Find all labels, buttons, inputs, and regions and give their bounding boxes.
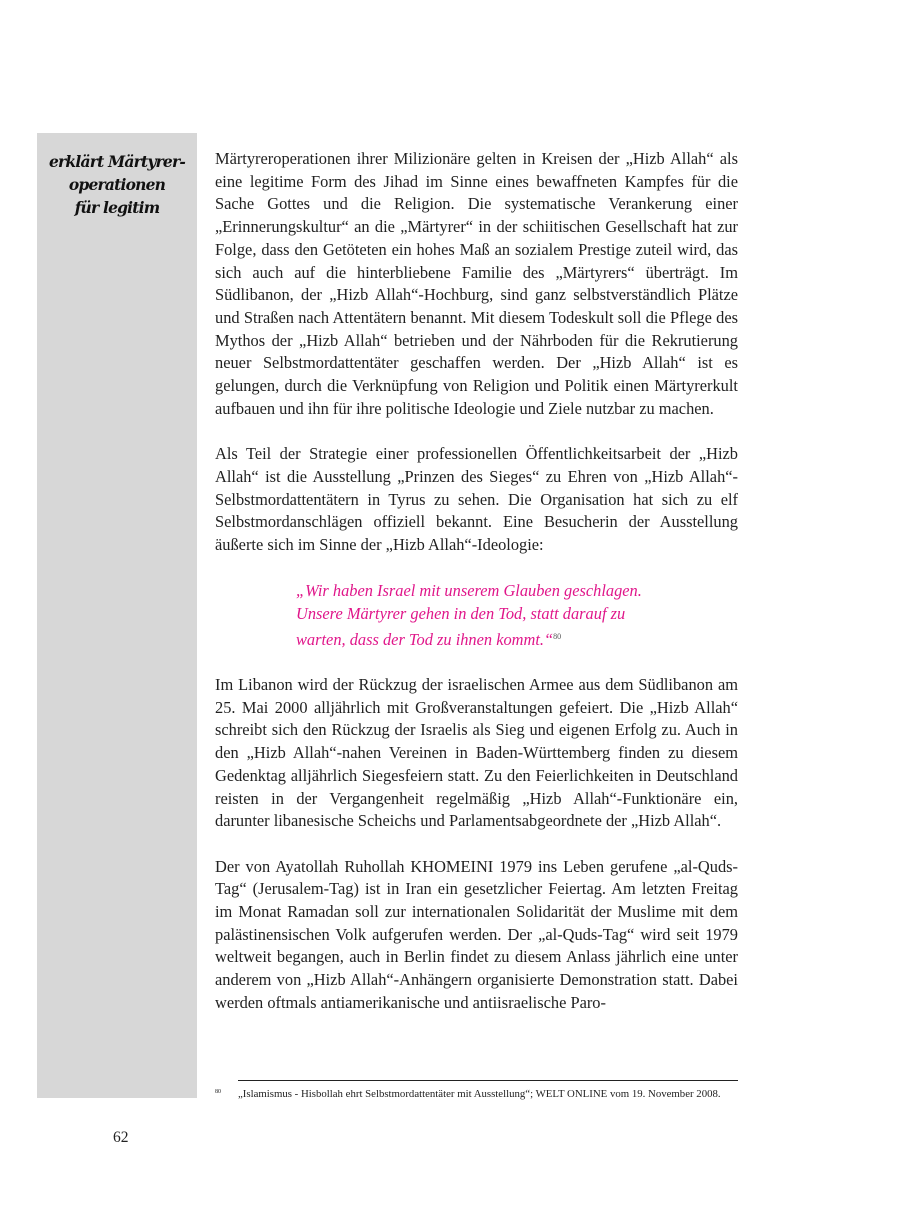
paragraph: Im Libanon wird der Rückzug der israelischen Armee aus dem Südlibanon am 25. Mai 2000 alljährlich mit Großveranstaltungen gefeiert. Die „Hizb Allah“ schreibt sich den Rückzug der Israelis als Sieg und eigenen Erfolg zu. Auch in den „Hizb Allah“-nahen Vereinen in Baden-Württemberg finden zu diesem Gedenktag alljährlich Siegesfeiern statt. Zu den Feierlichkeiten in Deutschland reisten in der Vergangenheit regelmäßig „Hizb Allah“-Funktionäre ein, darunter libanesische Scheichs und Parlamentsabgeordnete der „Hizb Allah“. xyxy=(215,675,738,831)
paragraph: Der von Ayatollah Ruhollah KHOMEINI 1979 ins Leben gerufene „al-Quds-Tag“ (Jerusalem-Tag) ist in Iran ein gesetzlicher Feiertag. Am letzten Freitag im Monat Ramadan soll zur internationalen Solidarität der Muslime mit dem palästinensischen Volk aufgerufen werden. Der „al-Quds-Tag“ wird seit 1979 weltweit begangen, auch in Berlin findet zu diesem Anlass jährlich eine unter anderem von „Hizb Allah“-Anhängern organisierte Demonstration statt. Dabei werden oftmals antiamerikanische und antiisraelische Paro- xyxy=(215,856,738,1012)
quote-text: „Wir haben Israel mit unserem Glauben geschlagen. Unsere Märtyrer gehen in den Tod, statt darauf zu warten, dass der Tod zu ihnen kommt.“ xyxy=(296,581,642,650)
margin-note-line: für legitim xyxy=(74,198,160,217)
block-quote xyxy=(296,579,676,651)
page-number: 62 xyxy=(113,1129,129,1146)
footnote xyxy=(215,1087,738,1103)
footnote-reference[interactable]: 80 xyxy=(553,632,562,642)
footnote-separator xyxy=(238,1080,738,1081)
paragraph: Als Teil der Strategie einer professionellen Öffentlichkeitsarbeit der „Hizb Allah“ ist die Ausstellung „Prinzen des Sieges“ zu Ehren von „Hizb Allah“-Selbstmordattentätern in Tyrus zu sehen. Die Organisation hat sich zu elf Selbstmordanschlägen offiziell bekannt. Eine Besucherin der Ausstellung äußerte sich im Sinne der „Hizb Allah“-Ideologie: xyxy=(215,444,738,554)
paragraph: Märtyreroperationen ihrer Milizionäre gelten in Kreisen der „Hizb Allah“ als eine legitime Form des Jihad im Sinne eines bewaffneten Kampfes für die Sache Gottes und die Religion. Die systematische Verankerung einer „Erinnerungskultur“ an die „Märtyrer“ in der schiitischen Gesellschaft hat zur Folge, dass den Getöteten ein hohes Maß an sozialem Prestige zuteil wird, das sich auch auf die hinterbliebene Familie des „Märtyrers“ überträgt. Im Südlibanon, der „Hizb Allah“-Hochburg, sind ganz selbstverständlich Plätze und Straßen nach Attentätern benannt. Mit diesem Todeskult soll die Pflege des Mythos der „Hizb Allah“ betrieben und der Nährboden für die Rekrutierung neuer Selbstmordattentäter geschaffen werden. Der „Hizb Allah“ ist es gelungen, durch die Verknüpfung von Religion und Politik einen Märtyrerkult aufbauen und ihn für ihre politische Ideologie und Ziele nutzbar zu machen. xyxy=(215,149,738,418)
body-text xyxy=(215,148,738,1037)
margin-note-line: erklärt Märtyrer- xyxy=(49,152,185,171)
margin-bar xyxy=(37,133,197,1098)
footnote-text: „Islamismus - Hisbollah ehrt Selbstmordattentäter mit Ausstellung“; WELT ONLINE vom 19. November 2008. xyxy=(238,1088,721,1100)
margin-note xyxy=(37,150,197,219)
footnote-number: 80 xyxy=(215,1089,221,1095)
margin-note-line: operationen xyxy=(68,175,166,194)
